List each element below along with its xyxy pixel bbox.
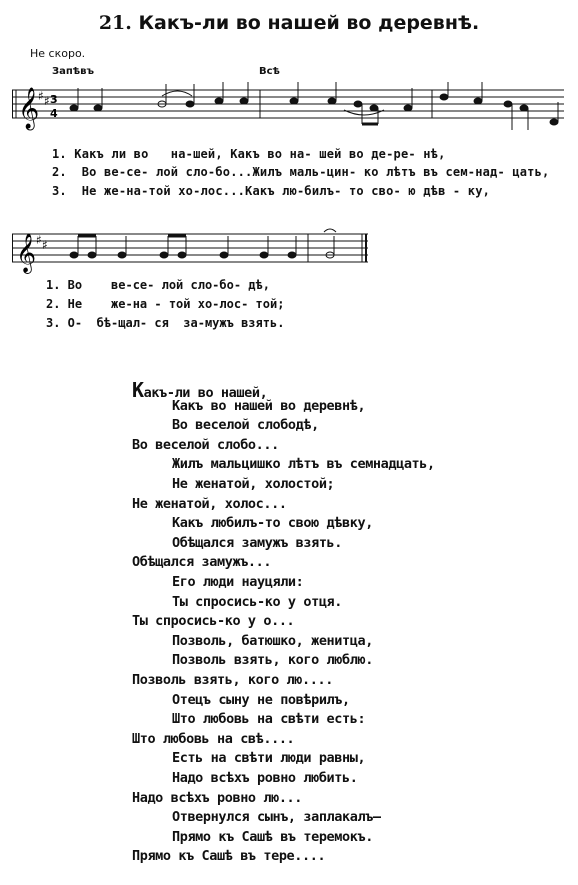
poem-line: Обѣщался замужъ взять. [172, 534, 343, 551]
song-number: 21. [98, 12, 132, 34]
poem-line: Позволь, батюшко, женитца, [172, 632, 373, 649]
poem-line: Надо всѣхъ ровно любить. [172, 770, 358, 786]
poem-line: Ты спросись-ко у отця. [172, 593, 343, 610]
lyric-line-2-verse-2: 2. Не же-на - той хо-лос- той; [46, 297, 285, 311]
poem-line: Прямо къ Сашѣ въ тере.... [132, 848, 326, 865]
poem-line: Обѣщался замужъ... [132, 554, 272, 571]
poem-line: Во веселой слободѣ, [172, 417, 319, 434]
svg-text:4: 4 [50, 107, 58, 120]
poem-line: Не женатой, холостой; [172, 476, 335, 492]
poem-line: Его люди науцяли: [172, 574, 304, 590]
treble-clef-icon: 𝄞 [18, 88, 40, 129]
poem-line: Какъ-ли во нашей, [132, 378, 268, 402]
lyric-line-1-verse-3: 3. Не же-на-той хо-лос...Какъ лю-билъ- то сво- ю дѣв - ку, [52, 184, 491, 198]
poem-line: Отецъ сыну не повѣрилъ, [172, 691, 350, 708]
treble-clef-icon: 𝄞 [16, 233, 37, 273]
lyric-line-2-verse-3: 3. О- бѣ-щал- ся за-мужъ взять. [46, 316, 285, 330]
poem-line: Во веселой слобо... [132, 436, 279, 453]
tempo-marking: Не скоро. [30, 47, 86, 60]
poem-line: Прямо къ Сашѣ въ теремокъ. [172, 828, 373, 845]
lyric-line-1-verse-1: 1. Какъ ли во на-шей, Какъ во на- шей во де-ре- нѣ, [52, 147, 446, 161]
poem-line: Што любовь на свѣ.... [132, 730, 295, 747]
poem-line: Есть на свѣти люди равны, [172, 750, 366, 767]
poem-line: Позволь взять, кого лю.... [132, 672, 333, 688]
poem-line: Какъ любилъ-то свою дѣвку, [172, 515, 373, 532]
chorus-marking: Всѣ [259, 66, 280, 77]
svg-text:♯: ♯ [36, 233, 42, 247]
music-staff-first [12, 80, 568, 142]
poem-line: Што любовь на свѣти есть: [172, 711, 366, 728]
svg-text:♯: ♯ [38, 89, 44, 103]
svg-text:♯: ♯ [44, 94, 50, 108]
song-title-text: Какъ-ли во нашей во деревнѣ. [138, 12, 480, 34]
solo-marking: Запѣвъ [52, 66, 94, 77]
lyric-line-1-verse-2: 2. Во ве-се- лой сло-бо...Жилъ маль-цин- ко лѣтъ въ сем-над- цать, [52, 165, 550, 179]
song-title [0, 12, 578, 34]
music-staff-second [12, 226, 372, 276]
lyric-line-2-verse-1: 1. Во ве-се- лой сло-бо- дѣ, [46, 278, 270, 292]
poem-line: Позволь взять, кого люблю. [172, 652, 373, 669]
poem-line: Какъ во нашей во деревнѣ, [172, 397, 366, 414]
poem-line: Жилъ мальцишко лѣтъ въ семнадцать, [172, 456, 435, 473]
svg-text:♯: ♯ [42, 238, 48, 252]
poem-line: Не женатой, холос... [132, 495, 287, 512]
svg-text:3: 3 [50, 93, 58, 106]
poem-line: Ты спросись-ко у о... [132, 613, 295, 630]
poem-line: Отвернулся сынъ, заплакалъ— [172, 809, 381, 826]
poem-line: Надо всѣхъ ровно лю... [132, 789, 303, 806]
